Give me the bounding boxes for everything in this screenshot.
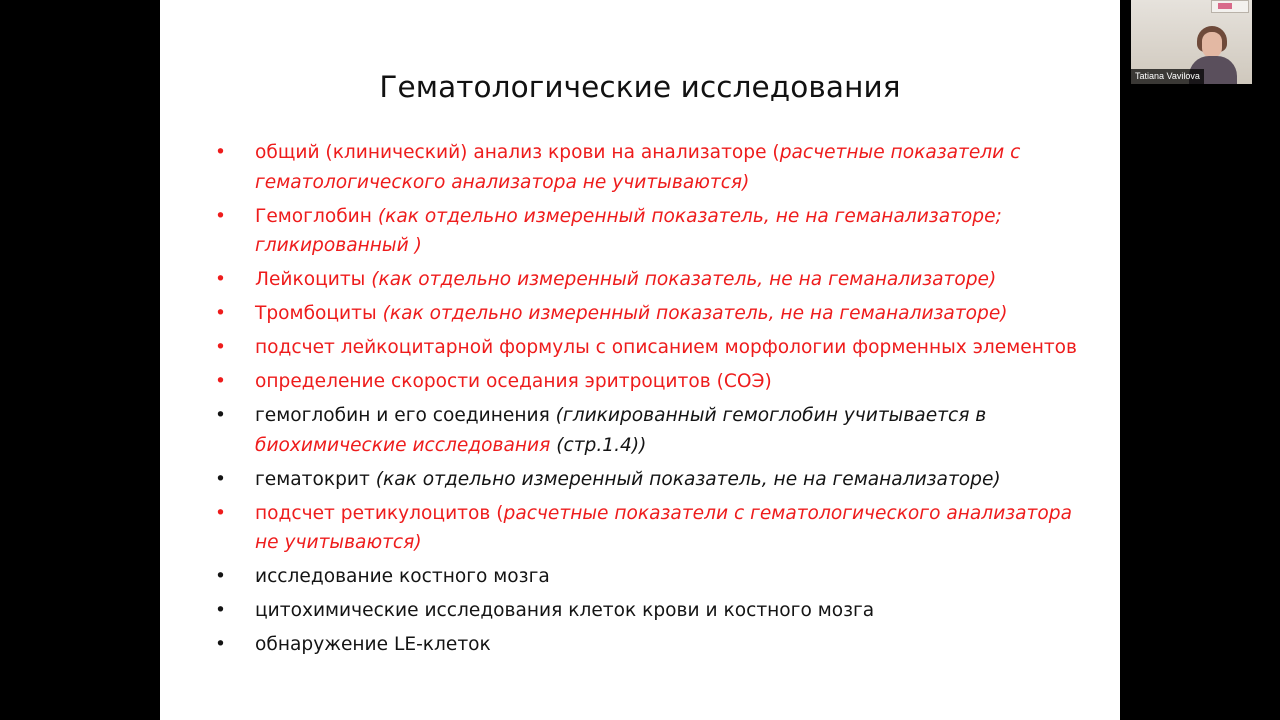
- bullet-marker: •: [215, 468, 226, 490]
- bullet-text: (гликированный гемоглобин учитывается в: [555, 405, 987, 426]
- participant-video-tile[interactable]: [1131, 0, 1252, 84]
- bullet-list: [215, 138, 1095, 664]
- bullet-marker: •: [215, 634, 226, 655]
- bullet-text: исследование костного мозга: [255, 566, 550, 587]
- bullet-text: (стр.1.4)): [550, 434, 647, 456]
- bullet-text: гемоглобин и его соединения: [255, 405, 556, 426]
- bullet-item: [215, 202, 1095, 261]
- bullet-text: гематокрит: [255, 468, 376, 490]
- bullet-text: расчетные показатели с гематологического анализатора не учитываются): [255, 142, 1021, 193]
- bullet-item: [215, 138, 1095, 197]
- bullet-text: (как отдельно измеренный показатель, не на геманализаторе): [382, 303, 1008, 324]
- bullet-marker: •: [215, 269, 226, 290]
- bullet-text: Тромбоциты: [255, 303, 383, 324]
- bullet-item: [215, 333, 1095, 363]
- wall-picture: [1211, 0, 1249, 13]
- bullet-marker: •: [215, 566, 226, 587]
- bullet-text: биохимические исследования: [255, 434, 551, 456]
- bullet-text: (как отдельно измеренный показатель, не на геманализаторе): [371, 269, 997, 290]
- bullet-item: [215, 465, 1095, 495]
- bullet-text: определение скорости оседания эритроцитов (СОЭ): [255, 371, 772, 392]
- bullet-text: расчетные показатели с гематологического анализатора не учитываются): [255, 502, 1072, 553]
- bullet-text: цитохимические исследования клеток крови и костного мозга: [255, 600, 875, 621]
- bullet-marker: •: [215, 371, 226, 392]
- bullet-item: [215, 596, 1095, 626]
- bullet-text: обнаружение LE-клеток: [255, 634, 491, 655]
- bullet-marker: •: [215, 600, 226, 621]
- bullet-item: [215, 299, 1095, 329]
- bullet-text: подсчет лейкоцитарной формулы с описанием морфологии форменных элементов: [255, 337, 1078, 358]
- bullet-marker: •: [215, 205, 226, 227]
- bullet-text: (как отдельно измеренный показатель, не на геманализаторе): [375, 468, 1001, 490]
- bullet-item: [215, 367, 1095, 397]
- bullet-text: подсчет ретикулоцитов (: [255, 502, 504, 524]
- participant-name-label: Tatiana Vavilova: [1131, 69, 1204, 84]
- slide-title: Гематологические исследования: [379, 70, 901, 104]
- bullet-item: [215, 401, 1095, 460]
- bullet-text: общий (клинический) анализ крови на анализаторе (: [255, 142, 780, 163]
- bullet-item: [215, 265, 1095, 295]
- bullet-marker: •: [215, 337, 226, 358]
- participant-face: [1202, 32, 1222, 58]
- bullet-item: [215, 630, 1095, 660]
- bullet-marker: •: [215, 502, 226, 524]
- bullet-marker: •: [215, 405, 226, 426]
- bullet-marker: •: [215, 303, 226, 324]
- bullet-text: Лейкоциты: [255, 269, 372, 290]
- bullet-marker: •: [215, 142, 226, 163]
- bullet-item: [215, 499, 1095, 558]
- bullet-text: Гемоглобин: [255, 205, 378, 227]
- presentation-slide: [160, 0, 1120, 720]
- bullet-item: [215, 562, 1095, 592]
- bullet-text: (как отдельно измеренный показатель, не на геманализаторе; гликированный ): [255, 205, 1002, 256]
